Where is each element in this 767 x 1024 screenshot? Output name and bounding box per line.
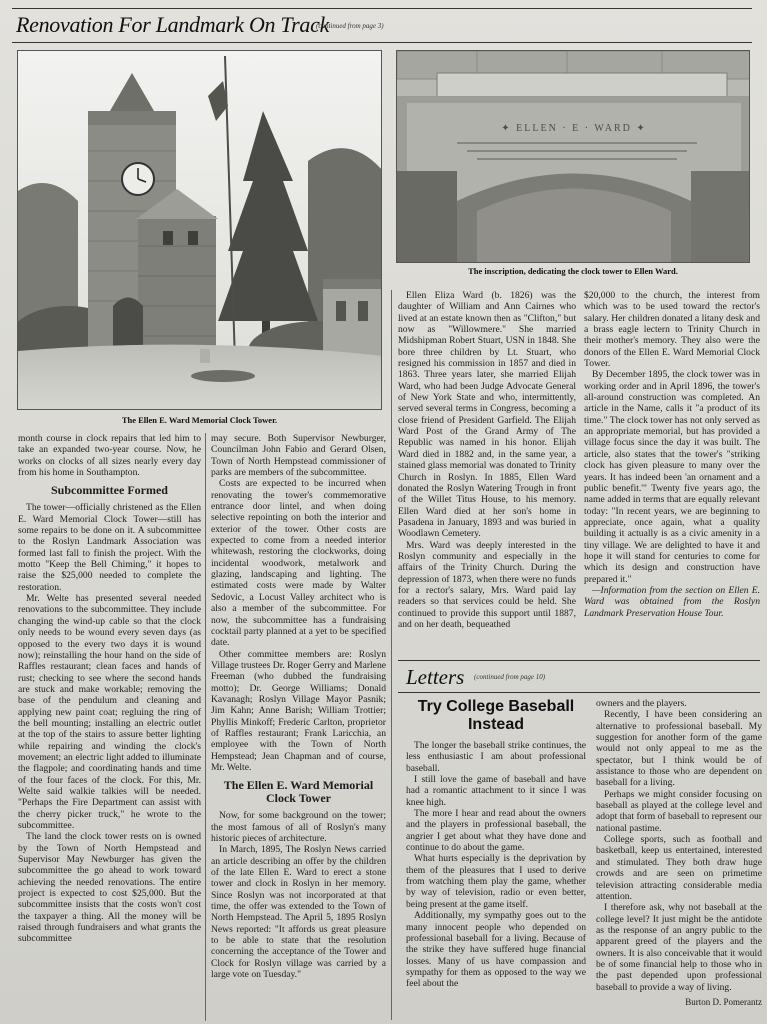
letter-c2-para-3: Perhaps we might consider focusing on baseball as played at the college level and adopt that form of baseball to represent our national pastime. xyxy=(596,788,762,834)
letter-para-5: Additionally, my sympathy goes out to the many innocent people who depended on professional baseball for a living. Because of the strike they have suffered huge financial losses. Many of us have compassion and sympathy for them as opposed to the way we feel about the xyxy=(406,910,586,990)
letter-signature: Burton D. Pomerantz xyxy=(685,996,762,1007)
page-headline: Renovation For Landmark On Track xyxy=(16,12,330,37)
letter-c2-para-1: owners and the players. xyxy=(596,698,687,709)
column-3 xyxy=(398,290,576,655)
letter-c2-para-2: Recently, I have been considering an alternative to professional baseball. My suggestion for another form of the game would not only appeal to me as the spectator, but I think would be of assistance to those who are dependent on baseball for a living. xyxy=(596,709,762,789)
clock-tower-photo xyxy=(17,50,382,410)
inscription-photo xyxy=(396,50,750,263)
letters-top-rule xyxy=(398,660,760,661)
column-4-para-1: $20,000 to the church, the interest from which was to be used toward the rector's salary. Her children donated a litany desk and a brass eagle lectern to Trinity Church in their mother's memory. They also were the donors of the Ellen E. Ward Memorial Clock Tower. xyxy=(584,290,760,370)
letter-para-2: I still love the game of baseball and have had a romantic attachment to it since I was knee high. xyxy=(406,774,586,808)
column-3-para-1: Ellen Eliza Ward (b. 1826) was the daughter of William and Ann Cairnes who lived at an estate known then as "Clifton," but now as "Willowmere." She married Midshipman Robert Stuart, USN in 1848. She bore three children by Lt. Stuart, who resigned his commission in 1857 and died in 1863. Three years later, she married Elijah Ward, who had been Judge Advocate General of New York State and who, intermittently, served several terms in Congress, becoming a close friend of President Garfield. The Elijah Ward Post of the Grand Army of The Republic was named in his honor. Elijah Ward died in 1882 and, in the same year, a stained glass memorial was donated to Trinity Church in Roslyn. In 1885, Ellen Ward donated the Roslyn Watering Trough in front of the Willet Titus House, to his memory. Ellen Ward died at her son's home in Pasadena in January, 1893 and was buried in Woodlawn Cemetery. xyxy=(398,290,576,540)
letter-c2-para-4: College sports, such as football and basketball, keep us entertained, interested and stimulated. They both draw huge crowds and are seen on primetime television attracting considerable media attention. xyxy=(596,834,762,902)
column-2-para-4: In March, 1895, The Roslyn News carried an article describing an offer by the children of the late Ellen E. Ward to erect a stone tower and clock in Roslyn in her memory. Since Roslyn was not incorporated at that time, the offer was extended to the Town of North Hempstead. The April 5, 1895 Roslyn News reported: "It affords us great pleasure to be able to state that the resolution concerning the acceptance of the Tower and Clock for Roslyn village was carried by a large vote on Tuesday." xyxy=(211,844,386,981)
clock-tower-caption: The Ellen E. Ward Memorial Clock Tower. xyxy=(121,415,278,425)
column-2-para-2: Other committee members are: Roslyn Village trustees Dr. Roger Gerry and Marlene Freeman (who dubbed the fundraising motto); Dr. George Williams; Donald Kavanagh; Roslyn Village Mayor Pasnik; Jim Kahn; Anne Barish; William Trottier; Phyllis Minkoff; Frederic Carlton, proprietor of Raffles restaurant; Frank Laricchia, an employee with the Town of North Hempstead; Jean Chapman and of course, Mr. Welte. xyxy=(211,648,386,773)
letter-para-4: What hurts especially is the deprivation by them of the pleasures that I used to derive from watching them play the game, whether by way of television, radio or even better, being present at the game itself. xyxy=(406,853,586,910)
letters-continued-note: (continued from page 10) xyxy=(474,673,546,681)
column-1-para-2: Mr. Welte has presented several needed renovations to the subcommittee. They include changing the wind-up cable so that the clock only needs to be wound every seven days (as opposed to the every two days it is wound now); reinstalling the hour hand on the side of Raffles restaurant; clean faces and hands of rust; checking to see where the second hands are stuck and make workable; removing the base of the pendulum and cleaning and applying new paint coat; regluing the ring of the bell mounting; installing an electric outlet at the top of the stairs to assure better lighting while repairing and winding the clock's movement; an electric light added to illuminate the flagpole; and coordinating hands and time of the four faces of the clock. For this, Mr. Welte said walkie talkies will be needed. "Perhaps the Fire Department can assist with the cherry picker truck," he wrote to the subcommittee. xyxy=(18,593,201,831)
letter-para-1: The longer the baseball strike continues, the less enthusiastic I am about professional baseball. xyxy=(406,740,586,774)
column-1 xyxy=(18,433,201,1023)
memorial-tower-subhead: The Ellen E. Ward Memorial Clock Tower xyxy=(223,778,374,806)
svg-text:✦ ELLEN · E · WARD ✦: ✦ ELLEN · E · WARD ✦ xyxy=(501,123,647,134)
letters-column-1 xyxy=(406,698,586,1022)
column-2-lead: may secure. Both Supervisor Newburger, Councilman John Fabio and Gerard Olsen, Town of North Hempstead commissioner of parks are members of the subcommittee. xyxy=(211,433,386,479)
letter-headline: Try College Baseball Instead xyxy=(417,698,575,733)
letter-para-3: The more I hear and read about the owners and the players in professional baseball, the angrier I get about what they have done and continue to do about the game. xyxy=(406,808,586,854)
column-2-para-1: Costs are expected to be incurred when renovating the tower's commemorative entrance door lintel, and when doing selective repointing on both the interior and exterior of the tower. Other costs are expected to come from a needed interior whitewash, restoring the clockworks, doing incidental woodwork, metalwork and glazing, landscaping and lighting. The estimated costs were made by Walter Sedovic, a Locust Valley architect who is also a member of the subcommittee. For now, the subcommittee has a fundraising cocktail party planned at a yet to be specified date. xyxy=(211,478,386,649)
masthead-rule xyxy=(12,42,752,43)
column-4-credit: —Information from the section on Ellen E. Ward was obtained from the Roslyn Landmark Preservation House Tour. xyxy=(584,584,760,619)
column-1-lead: month course in clock repairs that led him to take an expanded two-year course. Now, he works on clocks of all sizes nearly every day from his home in Southampton. xyxy=(18,433,201,479)
letters-bottom-rule xyxy=(398,692,760,693)
column-2 xyxy=(211,433,386,1023)
column-3-para-2: Mrs. Ward was deeply interested in the Roslyn community and especially in the affairs of the Trinity Church. During the depression of 1873, when there were no funds for a rector's salary, Mrs. Ward paid lay readers so that services could be held. She continued to provide this support until 1887, and on her death, bequeathed xyxy=(398,539,576,630)
letters-heading: Letters xyxy=(406,665,465,689)
letters-column-2 xyxy=(596,698,762,1022)
column-divider-1 xyxy=(205,433,206,1021)
letter-c2-para-5: I therefore ask, why not baseball at the college level? It just might be the antidote as the response of an angry public to the apparent greed of the players and the owners. It is also conceivable that it would be of some financial help to those who in the past depended upon professional baseball to provide a way of living. xyxy=(596,902,762,993)
inscription-caption: The inscription, dedicating the clock tower to Ellen Ward. xyxy=(468,266,678,276)
column-4-para-2: By December 1895, the clock tower was in working order and in April 1896, the tower's all-around construction was completed. An article in the Name, calls it "a product of its time." The clock tower has not only served as an appropriate memorial, but has provided a village focus since the day it was built. The article, also states that the tower's "striking clock has given pleasure to many over the years. It has indeed been 'an ornament and a public benefit.'" Twenty five years ago, the name added in terms that are equally relevant today: "In recent years, we are beginning to appreciate, once again, what a quality building it actually is as a civic amenity in a tiny village. We are delighted to have it and hope it will stand for centuries to come for which its design and construction have prepared it." xyxy=(584,369,760,585)
continued-note: (continued from page 3) xyxy=(316,22,384,30)
column-4 xyxy=(584,290,760,655)
column-1-para-1: The tower—officially christened as the Ellen E. Ward Memorial Clock Tower—still has some repairs to be done on it. A subcommittee to the Roslyn Landmark Association was formed last fall to finish the project. With the motto "Keep the Bell Chiming," it hopes to raise the $25,000 needed to complete the restoration. xyxy=(18,502,201,593)
subcommittee-subhead: Subcommittee Formed xyxy=(51,483,168,498)
top-rule xyxy=(12,8,752,9)
column-1-para-3: The land the clock tower rests on is owned by the Town of North Hempstead and Supervisor May Newburger has given the subcommittee the go ahead to work toward achieving the needed renovations. The entire project is expected to cost $25,000. But the subcommittee insists that the costs won't cost the taxpayer a thing. All the money will be raised through fundraisers and what grants the subcommittee xyxy=(18,831,201,945)
column-2-para-3: Now, for some background on the tower; the most famous of all of Roslyn's many historic pieces of architecture. xyxy=(211,810,386,844)
column-divider-2 xyxy=(391,290,392,1020)
